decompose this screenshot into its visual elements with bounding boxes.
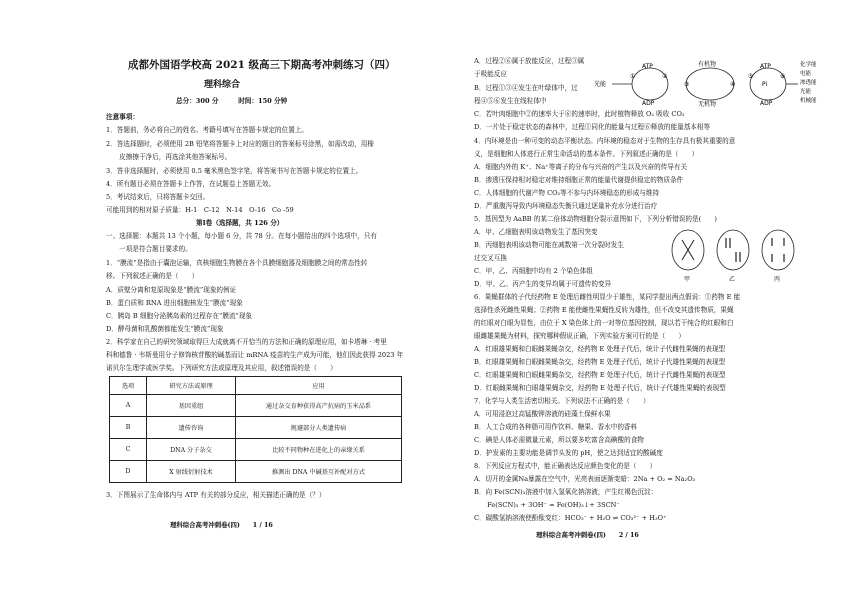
question-6-stem: 眼雌雄果蝇为材料，探究哪种假说正确，下列实验方案可行的是（ ） <box>474 332 685 340</box>
diagram-label: ATP <box>760 63 771 70</box>
page-footer: 理科综合高考冲刺卷(四) 1 / 16 <box>170 521 273 529</box>
question-1-option: B．蛋白质和 RNA 进出细胞核发生“膜流”现象 <box>106 299 243 307</box>
notice-line: 1．答题前，务必将自己的姓名、考籍号填写在答题卡规定的位置上。 <box>106 126 309 134</box>
question-1-option: C．胰岛 B 细胞分泌胰岛素的过程存在“膜流”现象 <box>106 312 253 320</box>
step-number: ④ <box>730 81 736 88</box>
table-header: 研究方法或原理 <box>147 377 236 395</box>
diagram-label: 有机物 <box>698 61 717 68</box>
table-cell: C <box>110 439 147 461</box>
step-number: ③ <box>684 81 690 88</box>
cell-yi <box>717 230 749 270</box>
notice-line: 皮擦擦干净后，再选涂其他答案标号。 <box>106 153 232 161</box>
diagram-label: 渗透能 <box>800 80 817 86</box>
question-3-option: 程④⑤⑥发生在线粒体中 <box>474 97 547 105</box>
question-2-stem: 诺贝尔生理学或医学奖。下列研究方法或原理及其应用，叙述错误的是（ ） <box>106 364 337 372</box>
question-4-option: A．细胞内外的 K⁺、Na⁺等离子的分布与兴奋的产生以及兴奋的传导有关 <box>474 163 688 171</box>
exam-title: 成都外国语学校高 2021 级高三下期高考冲刺练习（四） <box>128 59 396 71</box>
diagram-label: Pi <box>762 81 768 88</box>
question-7-option: D．护发素的主要功能是调节头发的 pH，使之达到适宜的酸碱度 <box>474 449 663 457</box>
chromosome <box>682 240 694 260</box>
part1-intro: 一、选择题：本题共 13 个小题，每小题 6 分，共 78 分。在每小题给出的四个选项中，只有 <box>106 232 377 240</box>
question-8-equation: Fe(SCN)₃ + 3OH⁻ = Fe(OH)₃↓+ 3SCN⁻ <box>474 501 620 509</box>
question-1-option: A．质壁分离和复原现象是“膜流”现象的例证 <box>106 286 237 294</box>
subject-title: 理科综合 <box>204 80 241 90</box>
question-1-stem: 移。下列叙述正确的是（ ） <box>106 272 199 280</box>
notice-heading: 注意事项： <box>106 113 139 121</box>
chromosome <box>772 238 784 262</box>
question-3-option: A．过程②⑥属于放能反应，过程③属 <box>474 57 585 65</box>
table-header-row <box>110 377 402 395</box>
table-header: 选项 <box>110 377 147 395</box>
question-6-option: B．红眼雄果蝇和白眼雌果蝇杂交，经药物 E 处理子代后，统计子代雄性果蝇的表现型 <box>474 358 726 366</box>
question-5-option: 过交叉互换 <box>474 254 507 262</box>
diagram-label: ADP <box>760 100 773 107</box>
question-3-option: C．若叶肉细胞中②的速率大于⑥的速率时，此时植物释放 O₂ 吸收 CO₂ <box>474 110 685 118</box>
cell-bing <box>762 230 794 270</box>
question-3-option: D．一片处于稳定状态的森林中，过程①同化的能量与过程⑥释放的能量基本相等 <box>474 123 711 131</box>
question-4-option: C．人体细胞的代谢产物 CO₂等不参与内环境稳态的形成与维持 <box>474 189 660 197</box>
table-cell: DNA 分子杂交 <box>147 439 236 461</box>
table-cell: D <box>110 461 147 483</box>
table-cell: 遗传咨询 <box>147 417 236 439</box>
cell-label: 甲 <box>684 276 691 283</box>
step-number: ⑤ <box>748 73 754 80</box>
notice-line: 2．答选择题时，必须使用 2B 铅笔将答题卡上对应的题目的答案标号涂黑，如需改动，用橡 <box>106 140 374 148</box>
diagram-label: 光能 <box>594 81 607 88</box>
chromosome <box>726 238 740 262</box>
question-5-option: A．甲、乙细胞表明该动物发生了基因突变 <box>474 228 598 236</box>
question-5-option: B．丙细胞表明该动物可能在减数第一次分裂时发生 <box>474 241 624 249</box>
table-cell: 比较不同物种在进化上的亲缘关系 <box>236 439 402 461</box>
question-5-option: C．甲、乙、丙细胞中均有 2 个染色体组 <box>474 267 593 275</box>
question-2-stem: 科和德鲁 · 韦斯曼用分子修饰核苷酸的碱基而让 mRNA 疫苗的生产成为可能，他们因此获得 2023 年 <box>106 351 404 359</box>
question-4-stem: 义，是细胞和人体进行正常生命活动的基本条件。下列叙述正确的是（ ） <box>474 150 699 158</box>
question-3-stem: 3．下图展示了生命体内与 ATP 有关的部分反应，相关描述正确的是（？） <box>106 491 326 499</box>
question-2-stem: 2．科学家在自己的研究领域取得巨大成就离不开恰当的方法和正确的原理应用，如卡塔琳 · 考里 <box>106 338 387 346</box>
question-3-option: B．过程①③④发生在叶绿体中，过 <box>474 84 578 92</box>
question-7-stem: 7．化学与人类生活密切相关。下列说法不正确的是（ ） <box>474 397 650 405</box>
diagram-label: 电能 <box>800 71 812 77</box>
question-7-option: A．可用浸泡过高锰酸钾溶液的硅藻土保鲜水果 <box>474 410 611 418</box>
table-cell: 通过杂交育种获得高产抗病的玉米品系 <box>236 395 402 417</box>
table-cell: A <box>110 395 147 417</box>
question-4-option: B．渗透压保持相对稳定对维持细胞正常的能量代谢提供稳定的物质条件 <box>474 176 684 184</box>
organic-cycle <box>686 68 734 100</box>
diagram-label: 化学能 <box>800 62 817 68</box>
atp-cycle-diagram <box>592 56 828 108</box>
question-1-option: D．酵母菌和乳酸菌都能发生“膜流”现象 <box>106 325 224 333</box>
methods-table <box>109 376 402 483</box>
table-row <box>110 417 402 439</box>
section-heading: 第Ⅰ卷（选择题，共 126 分） <box>196 219 284 227</box>
notice-line: 5．考试结束后，只将答题卡交回。 <box>106 193 210 201</box>
question-6-stem: 6．果蝇群体的子代经药物 E 处理后雌性明显少于雄性，某同学提出两点假说：①药物 E 能 <box>474 293 741 301</box>
question-6-stem: 的红眼对白眼为显性，由位于 X 染色体上的一对等位基因控制，现以若干纯合的红眼和白 <box>474 319 734 327</box>
question-6-stem: 选择性杀死雌性果蝇；②药物 E 能使雌性果蝇性反转为雄性，但不改变其遗传物质，果蝇 <box>474 306 734 314</box>
question-8-option: B．向 Fe(SCN)₃溶液中加入氢氧化钠溶液，产生红褐色沉淀： <box>474 488 658 496</box>
question-8-option: C．碳酸氢钠溶液使酚酞变红：HCO₃⁻ + H₂O ⇌ CO₃²⁻ + H₃O⁺ <box>474 514 667 522</box>
table-cell: 规避部分人类遗传病 <box>236 417 402 439</box>
question-8-option: A．切开的金属Na暴露在空气中，光亮表面逐渐变暗：2Na + O₂ = Na₂O₂ <box>474 475 696 483</box>
cell-label: 丙 <box>774 276 781 283</box>
cell-label: 乙 <box>729 276 736 283</box>
notice-line: 3．答非选择题时，必须使用 0.5 毫米黑色签字笔，将答案书写在答题卡规定的位置上。 <box>106 167 363 175</box>
question-1-stem: 1．“膜流”是指由于囊泡运输，真核细胞生物膜在各个具膜细胞器及细胞膜之间的常态性转 <box>106 259 368 267</box>
page-footer: 理科综合高考冲刺卷(四) 2 / 16 <box>536 531 639 539</box>
table-row <box>110 395 402 417</box>
step-number: ⑥ <box>780 73 786 80</box>
exam-meta: 总分：300 分 时间：150 分钟 <box>176 97 288 105</box>
question-7-option: B．人工合成的各种脂可用作饮料、糖果、香水中的香料 <box>474 423 638 431</box>
table-cell: X 射线衍射技术 <box>147 461 236 483</box>
question-6-option: C．红眼雄果蝇和白眼雌果蝇杂交，经药物 E 处理子代后，统计子代雌性果蝇的表现型 <box>474 371 726 379</box>
question-8-stem: 8．下列反应方程式中，能正确表达反应颜色变化的是（ ） <box>474 462 657 470</box>
exam-page-2 <box>440 0 860 608</box>
question-6-option: A．红眼雄果蝇和白眼雌果蝇杂交，经药物 E 处理子代后，统计子代雌性果蝇的表现型 <box>474 345 726 353</box>
notice-line: 4．所有题目必须在答题卡上作答，在试题卷上答题无效。 <box>106 180 276 188</box>
table-cell: 基因重组 <box>147 395 236 417</box>
step-number: ② <box>662 73 668 80</box>
table-row <box>110 439 402 461</box>
diagram-label: 无机物 <box>698 101 717 108</box>
question-5-stem: 5．基因型为 AaBB 的某二倍体动物细胞分裂示意图如下，下列分析错误的是( ) <box>474 215 717 223</box>
cell-division-figure <box>668 226 798 284</box>
table-header: 应用 <box>236 377 402 395</box>
diagram-label: ADP <box>642 100 655 107</box>
table-row <box>110 461 402 483</box>
diagram-label: 光能 <box>800 89 812 95</box>
part1-intro: 一项是符合题目要求的。 <box>106 245 192 253</box>
question-4-stem: 4．内环境是由一种可变的动态平衡状态。内环境的稳态对于生物的生存具有极其重要的意 <box>474 137 736 145</box>
question-5-option: D．甲、乙、丙产生的变异均属于可遗传的变异 <box>474 280 612 288</box>
question-3-option: 于吸能反应 <box>474 70 507 78</box>
diagram-label: ATP <box>642 63 653 70</box>
table-cell: B <box>110 417 147 439</box>
question-6-option: D．红眼雌果蝇和白眼雄果蝇杂交，经药物 E 处理子代后，统计子代雄性果蝇的表现型 <box>474 384 726 392</box>
atomic-mass-line: 可能用到的相对原子质量：H-1 C-12 N-14 O-16 Co -59 <box>106 206 294 214</box>
diagram-label: 机械能 <box>800 98 817 104</box>
step-number: ① <box>630 73 636 80</box>
question-4-option: D．严重腹泻导致内环境稳态失衡只通过逐量补充水分进行治疗 <box>474 202 658 210</box>
question-7-option: C．碘是人体必需微量元素，所以要多吃富含高碘酸的食物 <box>474 436 644 444</box>
table-cell: 推测出 DNA 中碱基互补配对方式 <box>236 461 402 483</box>
